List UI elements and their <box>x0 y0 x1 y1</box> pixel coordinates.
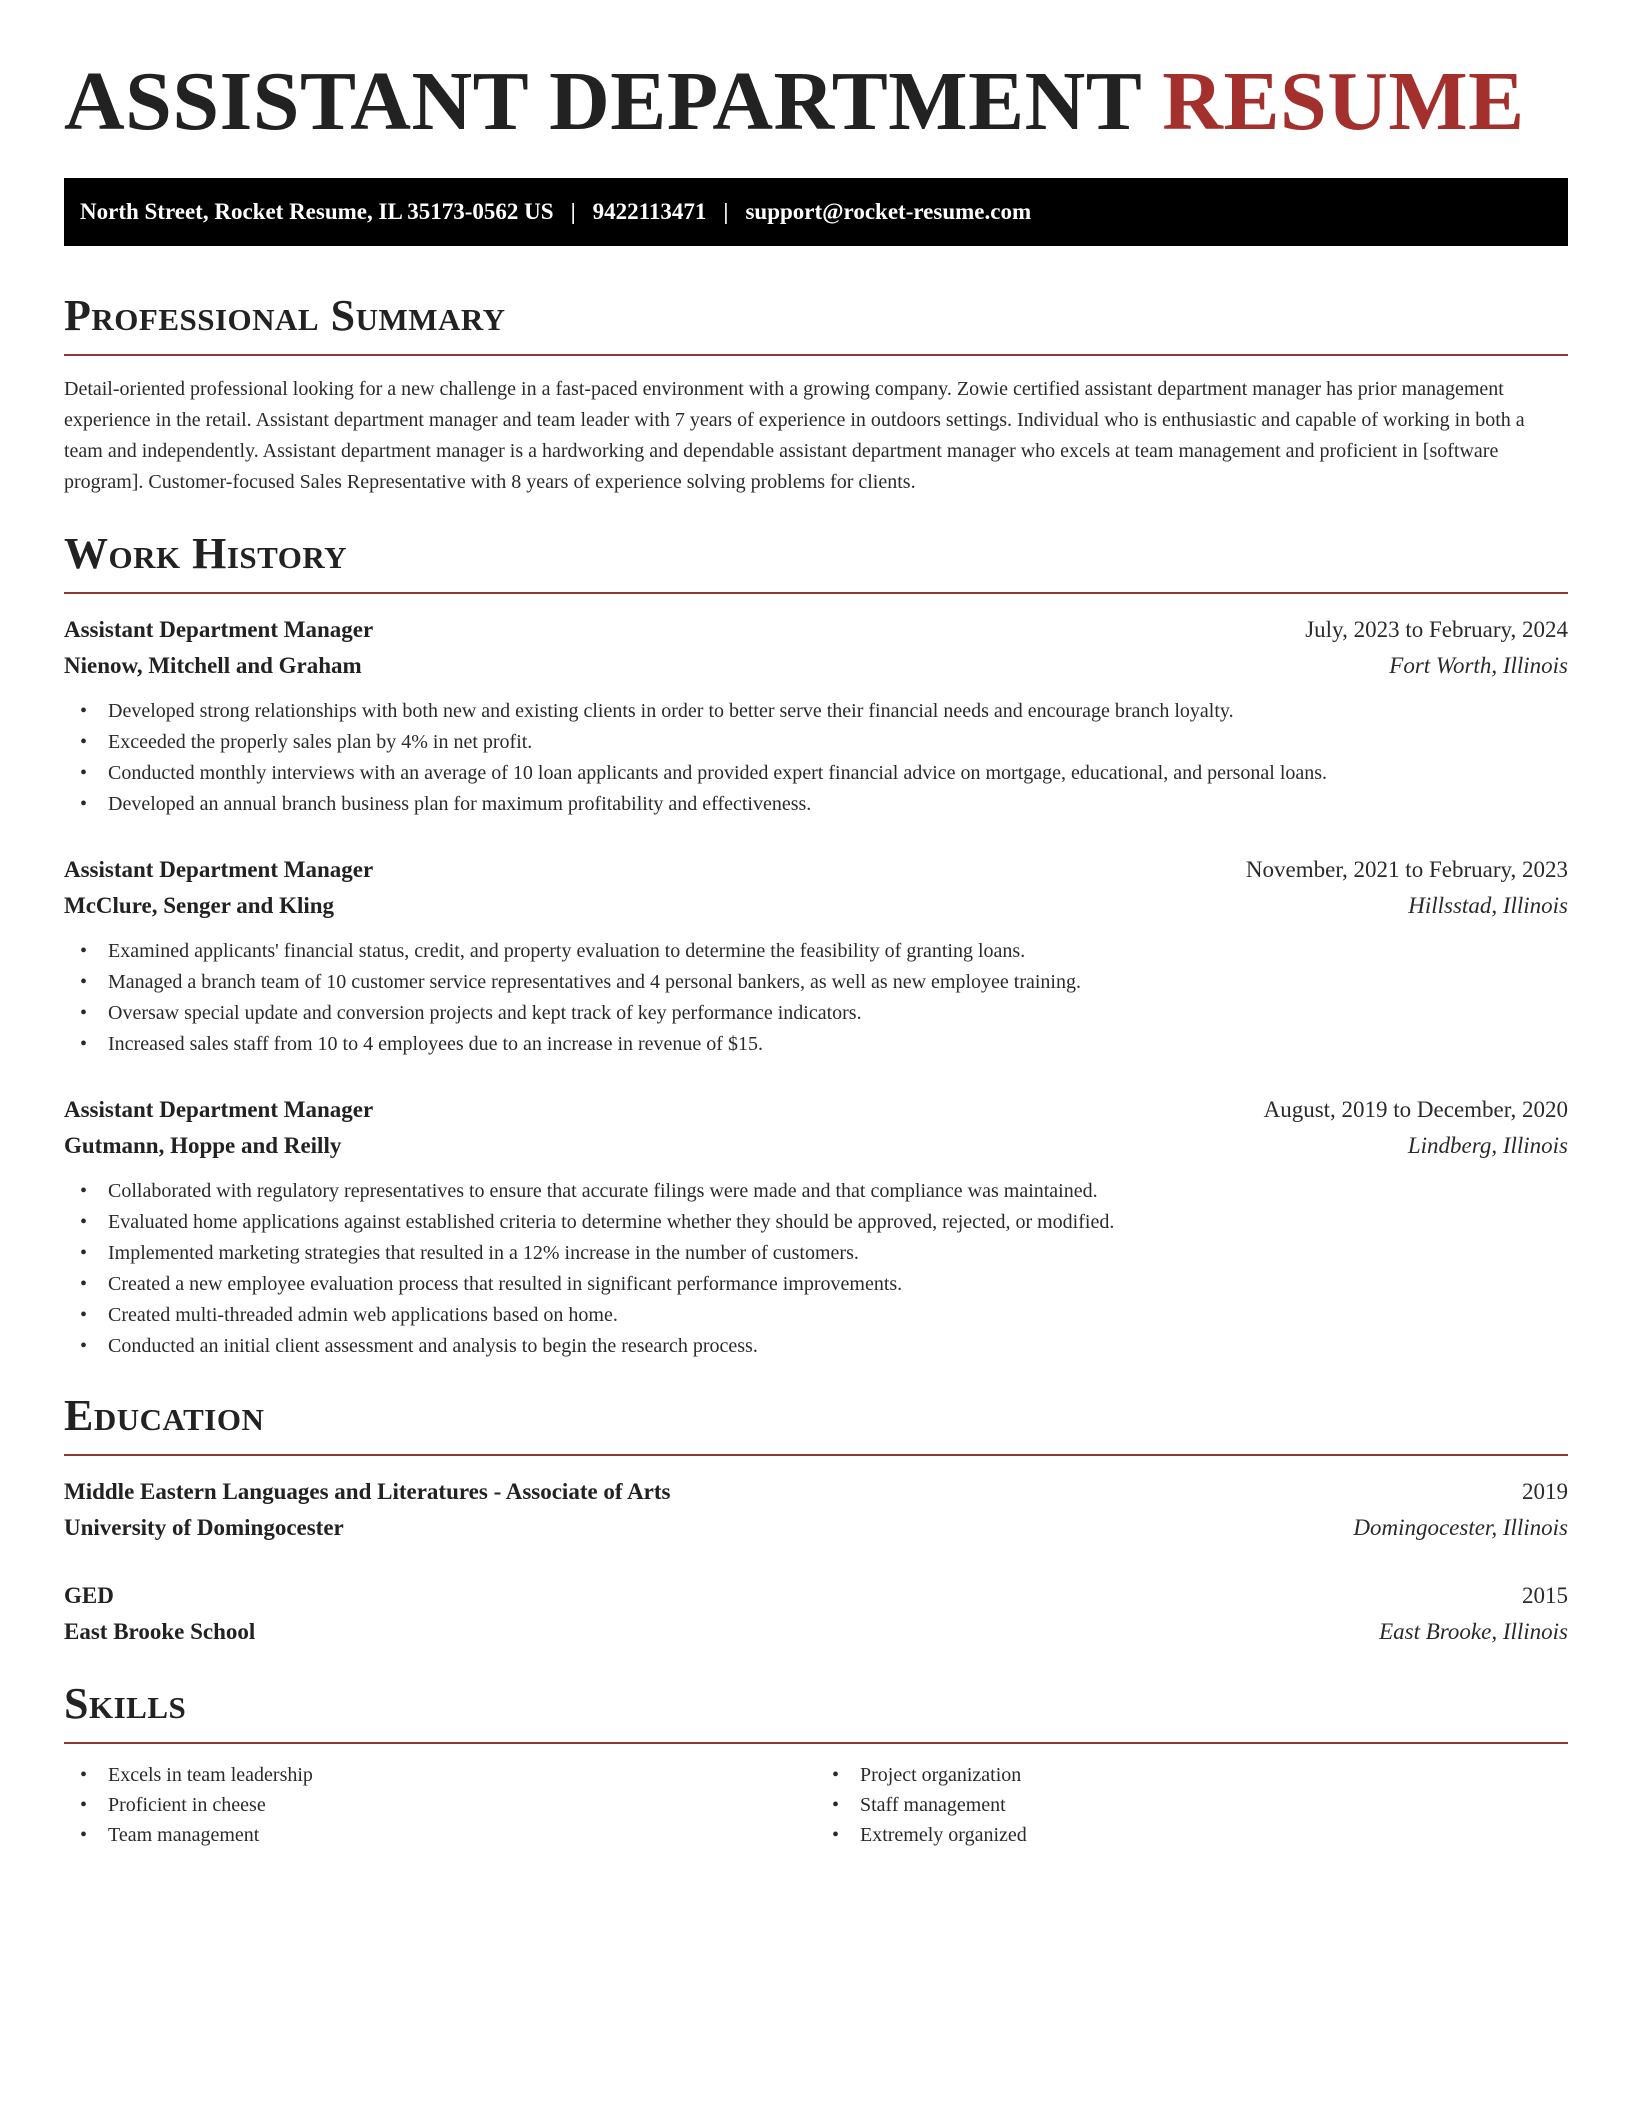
bullet-text: Developed strong relationships with both new and existing clients in order to better serve their financial needs and encourage branch loyalty. <box>108 700 1234 722</box>
bullet-dot: • <box>80 1033 88 1055</box>
bullet-dot: • <box>80 1211 88 1233</box>
bullet-dot: • <box>80 793 88 815</box>
job-company-row <box>64 888 1568 924</box>
education-location: East Brooke, Illinois <box>1379 1619 1568 1644</box>
summary-text: Detail-oriented professional looking for a new challenge in a fast-paced environment with a growing company. Zowie certified assistant department manager has prior management experience in the retail. Assistant department manager and team leader with 7 years of experience in outdoors settings. Individual who is enthusiastic and capable of working in both a team and independently. Assistant department manager is a hardworking and dependable assistant department manager who excels at team management and proficient in [software program]. Customer-focused Sales Representative with 8 years of experience solving problems for clients. <box>64 378 1525 493</box>
bullet-dot: • <box>80 1273 88 1295</box>
job-entry <box>64 1092 1568 1362</box>
bullet-dot: • <box>80 1304 88 1326</box>
bullet-text: Conducted monthly interviews with an average of 10 loan applicants and provided expert financial advice on mortgage, educational, and personal loans. <box>108 762 1328 784</box>
education-degree: GED <box>64 1583 114 1608</box>
bullet-dot: • <box>80 1824 88 1846</box>
bullet-text: Implemented marketing strategies that resulted in a 12% increase in the number of customers. <box>108 1242 859 1264</box>
skills-column-left <box>64 1760 816 1850</box>
job-dates: November, 2021 to February, 2023 <box>1245 857 1568 882</box>
skill-item <box>832 1790 1568 1820</box>
section-divider <box>64 354 1568 356</box>
contact-separator: | <box>570 199 576 224</box>
skills-list <box>64 1760 816 1850</box>
section-divider <box>64 592 1568 594</box>
skills-column-right <box>816 1760 1568 1850</box>
section-divider <box>64 1454 1568 1456</box>
section-divider <box>64 1742 1568 1744</box>
job-title-row <box>64 1092 1568 1128</box>
contact-phone[interactable]: 9422113471 <box>592 199 707 224</box>
skill-text: Project organization <box>860 1764 1022 1786</box>
skill-text: Extremely organized <box>860 1824 1027 1846</box>
contact-email[interactable]: support@rocket-resume.com <box>745 199 1032 224</box>
bullet-dot: • <box>80 1180 88 1202</box>
skills-grid <box>64 1760 1568 1850</box>
job-bullet <box>80 936 1568 967</box>
skill-item <box>832 1760 1568 1790</box>
job-bullet <box>80 1029 1568 1060</box>
skill-item <box>80 1760 816 1790</box>
education-year: 2019 <box>1522 1479 1568 1504</box>
job-entry <box>64 612 1568 820</box>
work-history-heading: Work History <box>64 529 348 578</box>
resume-title <box>64 52 1568 152</box>
title-accent: RESUME <box>1162 55 1525 148</box>
bullet-dot: • <box>80 762 88 784</box>
title-main: ASSISTANT DEPARTMENT <box>64 55 1141 148</box>
skill-text: Proficient in cheese <box>108 1794 266 1816</box>
job-dates: August, 2019 to December, 2020 <box>1263 1097 1568 1122</box>
contact-separator: | <box>723 199 729 224</box>
job-title: Assistant Department Manager <box>64 1097 374 1122</box>
education-location: Domingocester, Illinois <box>1353 1515 1568 1540</box>
job-location: Fort Worth, Illinois <box>1389 653 1568 678</box>
job-location: Lindberg, Illinois <box>1407 1133 1568 1158</box>
education-section <box>64 1390 1568 1650</box>
education-degree-row <box>64 1578 1568 1614</box>
job-bullet <box>80 1176 1568 1207</box>
education-school: University of Domingocester <box>64 1515 344 1540</box>
education-degree-row <box>64 1474 1568 1510</box>
job-bullet <box>80 727 1568 758</box>
job-bullet <box>80 696 1568 727</box>
summary-section <box>64 290 1568 498</box>
job-bullets <box>64 696 1568 820</box>
job-bullet <box>80 1331 1568 1362</box>
skills-heading: Skills <box>64 1679 187 1728</box>
bullet-text: Created multi-threaded admin web applications based on home. <box>108 1304 618 1326</box>
education-entry <box>64 1474 1568 1546</box>
skills-section <box>64 1678 1568 1850</box>
bullet-text: Evaluated home applications against established criteria to determine whether they should be approved, rejected, or modified. <box>108 1211 1115 1233</box>
bullet-text: Collaborated with regulatory representatives to ensure that accurate filings were made and that compliance was maintained. <box>108 1180 1098 1202</box>
bullet-dot: • <box>80 1764 88 1786</box>
skill-item <box>80 1790 816 1820</box>
job-title-row <box>64 612 1568 648</box>
bullet-dot: • <box>832 1794 840 1816</box>
job-bullets <box>64 936 1568 1060</box>
job-bullet <box>80 1269 1568 1300</box>
job-bullet <box>80 1238 1568 1269</box>
skill-item <box>80 1820 816 1850</box>
bullet-text: Managed a branch team of 10 customer service representatives and 4 personal bankers, as well as new employee training. <box>108 971 1081 993</box>
summary-heading: Professional Summary <box>64 291 506 340</box>
bullet-text: Examined applicants' financial status, credit, and property evaluation to determine the feasibility of granting loans. <box>108 940 1026 962</box>
education-school-row <box>64 1510 1568 1546</box>
bullet-dot: • <box>80 971 88 993</box>
contact-bar <box>64 178 1568 246</box>
bullet-dot: • <box>832 1764 840 1786</box>
bullet-text: Developed an annual branch business plan for maximum profitability and effectiveness. <box>108 793 812 815</box>
job-bullet <box>80 967 1568 998</box>
bullet-text: Increased sales staff from 10 to 4 employees due to an increase in revenue of $15. <box>108 1033 763 1055</box>
bullet-dot: • <box>80 1335 88 1357</box>
job-bullet <box>80 1207 1568 1238</box>
bullet-dot: • <box>80 700 88 722</box>
education-school: East Brooke School <box>64 1619 256 1644</box>
bullet-text: Created a new employee evaluation process that resulted in significant performance improvements. <box>108 1273 903 1295</box>
job-company: McClure, Senger and Kling <box>64 893 335 918</box>
job-bullet <box>80 789 1568 820</box>
contact-address: North Street, Rocket Resume, IL 35173-0562 US <box>80 199 554 224</box>
job-bullets <box>64 1176 1568 1362</box>
bullet-dot: • <box>80 1002 88 1024</box>
work-history-section <box>64 528 1568 1362</box>
job-bullet <box>80 1300 1568 1331</box>
skill-item <box>832 1820 1568 1850</box>
bullet-text: Oversaw special update and conversion projects and kept track of key performance indicators. <box>108 1002 862 1024</box>
job-title: Assistant Department Manager <box>64 617 374 642</box>
education-school-row <box>64 1614 1568 1650</box>
skill-text: Excels in team leadership <box>108 1764 313 1786</box>
job-dates: July, 2023 to February, 2024 <box>1305 617 1568 642</box>
education-heading: Education <box>64 1391 265 1440</box>
skill-text: Team management <box>108 1824 260 1846</box>
skill-text: Staff management <box>860 1794 1006 1816</box>
bullet-text: Conducted an initial client assessment and analysis to begin the research process. <box>108 1335 758 1357</box>
education-entry <box>64 1578 1568 1650</box>
job-company-row <box>64 648 1568 684</box>
bullet-dot: • <box>80 731 88 753</box>
job-location: Hillsstad, Illinois <box>1408 893 1568 918</box>
bullet-dot: • <box>832 1824 840 1846</box>
job-company: Gutmann, Hoppe and Reilly <box>64 1133 342 1158</box>
job-bullet <box>80 998 1568 1029</box>
bullet-dot: • <box>80 940 88 962</box>
skills-list <box>816 1760 1568 1850</box>
bullet-dot: • <box>80 1794 88 1816</box>
bullet-dot: • <box>80 1242 88 1264</box>
job-title: Assistant Department Manager <box>64 857 374 882</box>
job-company: Nienow, Mitchell and Graham <box>64 653 362 678</box>
education-year: 2015 <box>1522 1583 1568 1608</box>
job-company-row <box>64 1128 1568 1164</box>
job-title-row <box>64 852 1568 888</box>
bullet-text: Exceeded the properly sales plan by 4% in net profit. <box>108 731 533 753</box>
job-entry <box>64 852 1568 1060</box>
job-bullet <box>80 758 1568 789</box>
education-degree: Middle Eastern Languages and Literatures - Associate of Arts <box>64 1479 671 1504</box>
